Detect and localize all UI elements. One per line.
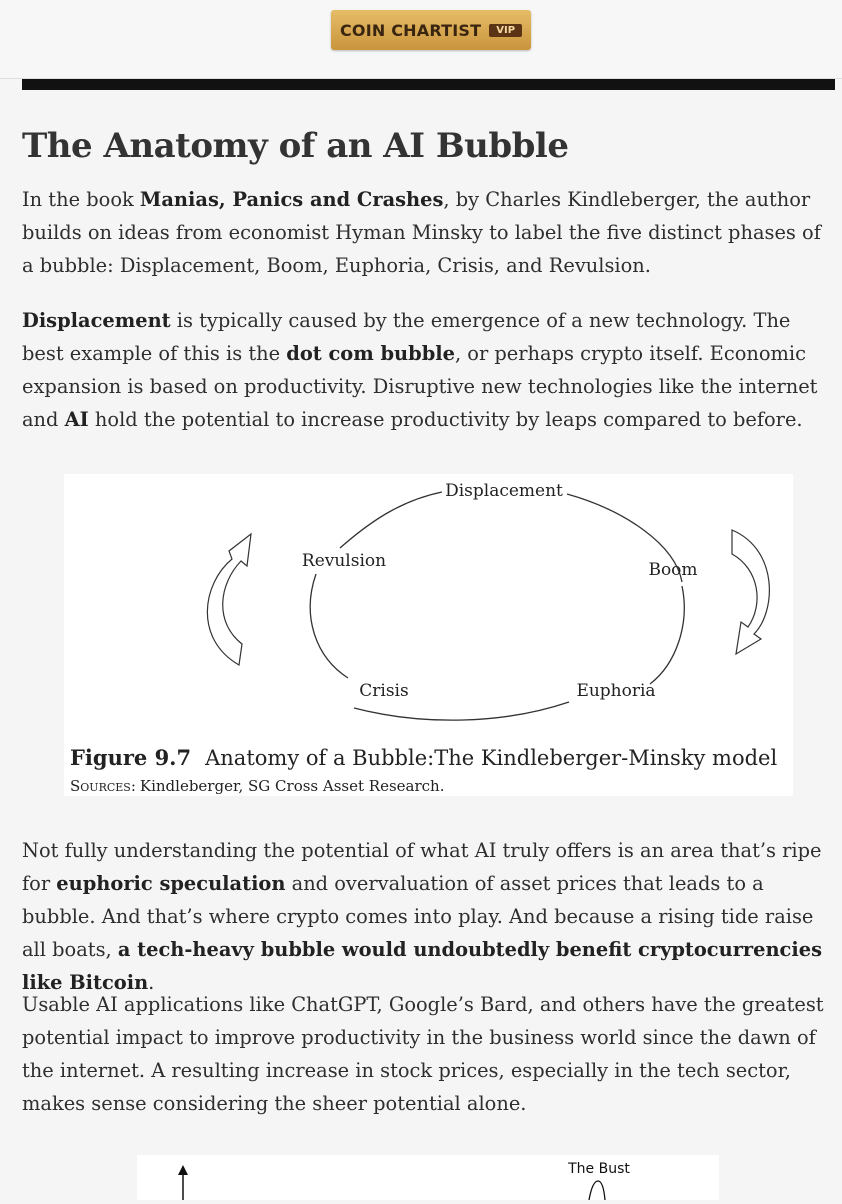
paragraph-4: Usable AI applications like ChatGPT, Google’s Bard, and others have the greatest potential impact to improve productivity in the business world since the dawn of the internet. A resulting increase in stock prices, especially in the tech sector, makes sense considering the sheer potential alone. <box>22 993 824 1115</box>
paragraph-1: In the book Manias, Panics and Crashes, by Charles Kindleberger, the author builds on ideas from economist Hyman Minsky to label the five distinct phases of a bubble: Displacement, Boom, Euphoria, Crisis, and Revulsion. <box>22 188 821 277</box>
site-header <box>0 0 842 79</box>
article-body <box>22 118 836 436</box>
label-the-bust: The Bust <box>568 1161 630 1177</box>
book-title: Manias, Panics and Crashes <box>139 188 444 211</box>
arc-euphoria-crisis <box>354 702 569 720</box>
bust-peak-curve <box>589 1181 605 1200</box>
article-title: The Anatomy of an AI Bubble <box>22 126 569 166</box>
label-displacement: Displacement <box>445 481 563 501</box>
bubble-cycle-figure <box>64 474 793 796</box>
right-cycle-arrow <box>732 530 769 654</box>
bust-chart-preview <box>137 1155 719 1200</box>
vip-badge: VIP <box>489 24 522 37</box>
label-boom: Boom <box>648 560 698 580</box>
label-revulsion: Revulsion <box>301 551 387 571</box>
label-euphoria: Euphoria <box>576 681 656 701</box>
figure-caption: Figure 9.7 Anatomy of a Bubble:The Kindleberger-Minsky model <box>70 745 778 770</box>
label-crisis: Crisis <box>359 681 409 701</box>
figure-sources: Sources: Kindleberger, SG Cross Asset Research. <box>70 777 445 795</box>
left-cycle-arrow <box>207 534 251 665</box>
paragraph-3: Not fully understanding the potential of what AI truly offers is an area that’s ripe for euphoric speculation and overvaluation of asset prices that leads to a bubble. And that’s where crypto comes into play. And because a rising tide raise all boats, a tech-heavy bubble would undoubtedly benefit cryptocurrencies like Bitcoin. <box>22 839 822 994</box>
coin-chartist-logo[interactable] <box>331 10 531 50</box>
arc-revulsion-displacement <box>340 492 442 548</box>
logo-text: COIN CHARTIST <box>339 20 482 40</box>
paragraph-2: Displacement is typically caused by the emergence of a new technology. The best example of this is the dot com bubble, or perhaps crypto itself. Economic expansion is based on productivity. Disruptive new technologies like the internet and AI hold the potential to increase productivity by leaps compared to before. <box>22 309 818 431</box>
y-axis-arrowhead <box>178 1165 188 1175</box>
header-divider <box>22 79 835 90</box>
arc-boom-euphoria <box>650 586 684 684</box>
arc-crisis-revulsion <box>310 574 348 678</box>
